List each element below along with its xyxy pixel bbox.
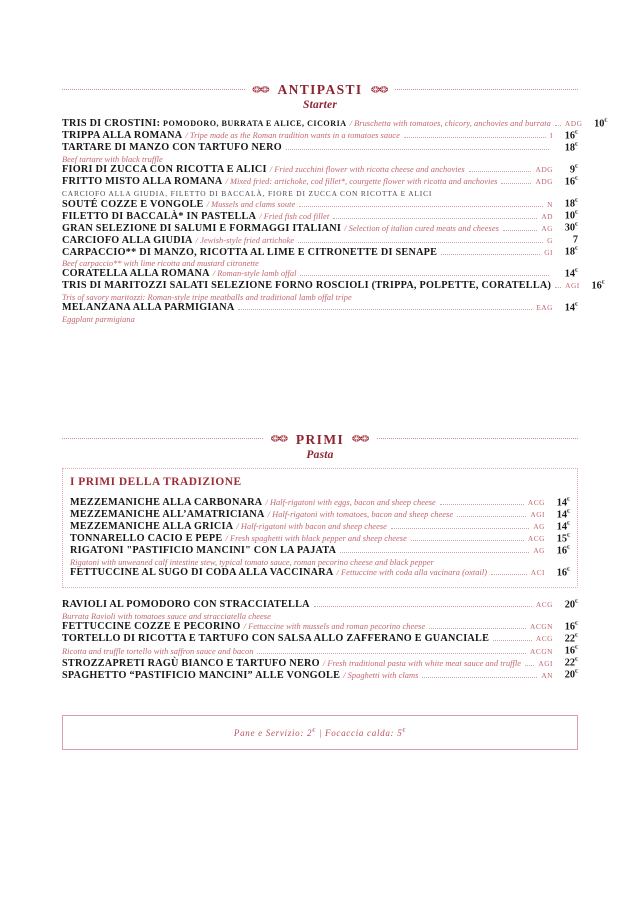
allergen-codes: AG [533,522,545,532]
allergen-codes: I [550,131,553,141]
dish-price: 14€ [556,520,570,533]
dish-price: 14€ [556,496,570,509]
dish-description: / Jewish-style fried artichoke [195,235,295,245]
header-rule-left [62,89,245,90]
dish-subtitle: Tris of savory maritozzi: Roman-style tripe meatballs and traditional lamb offal tripe [62,292,352,302]
dish-name: CARCIOFO ALLA GIUDIA [62,234,193,246]
dish-name: TARTARE DI MANZO CON TARTUFO NERO [62,142,282,154]
menu-item-row [62,130,578,142]
allergen-codes: AGI [565,281,580,291]
dish-price: 16€ [564,620,578,632]
dish-name: FIORI DI ZUCCA CON RICOTTA E ALICI [62,164,267,176]
dish-name-smallcaps: POMODORO, BURRATA E ALICE, CICORIA [163,119,347,129]
footer-note-text: Pane e Servizio: 2€ | Focaccia calda: 5€ [233,728,407,739]
dish-name: STROZZAPRETI RAGÙ BIANCO E TARTUFO NERO [62,657,320,669]
menu-item [62,246,578,268]
dish-subtitle: Rigatoni with unweaned calf intestine stew, typical tomato sauce, roman pecorino cheese and black pepper [70,557,434,567]
menu-item [62,669,578,681]
ornament-wheat-icon: ❂❂ [353,435,370,445]
dish-name: SPAGHETTO “PASTIFICIO MANCINI” ALLE VONGOLE [62,669,341,681]
dish-price: 16€ [591,279,605,292]
dish-price: 20€ [564,669,578,681]
dish-name: MEZZEMANICHE ALL’AMATRICIANA [70,509,265,521]
dish-name: TONNARELLO CACIO E PEPE [70,533,223,545]
allergen-codes: ACG [527,498,545,508]
allergen-codes: ACG [527,534,545,544]
menu-item-row [62,198,578,210]
dish-description: / Fettuccine with coda alla vacinara (oxtail) [336,568,488,578]
dish-name: CORATELLA ALLA ROMANA [62,268,210,280]
dish-name: CARPACCIO** DI MANZO, RICOTTA AL LIME E CITRONETTE DI SENAPE [62,246,438,258]
dish-price: 9€ [569,163,578,176]
dish-description: / Half-rigatoni with bacon and sheep cheese [236,522,387,532]
menu-item-row [62,302,578,314]
menu-item-row [62,142,578,154]
dish-subtitle: Beef carpaccio** with lime ricotta and mustard citronette [62,259,259,269]
dish-subtitle: Beef tartare with black truffle [62,154,163,164]
dish-subtitle: Ricotta and truffle tortello with saffron sauce and bacon [62,646,254,656]
menu-item-row [62,164,578,176]
dish-description: / Tripe made as the Roman tradition wants in a tomatoes sauce [185,131,400,141]
menu-item-row [62,633,578,645]
menu-item-row [62,657,578,669]
allergen-codes: ACGN [530,646,553,656]
primi-group-title: I PRIMI DELLA TRADIZIONE [70,475,242,488]
dish-name: RAVIOLI AL POMODORO CON STRACCIATELLA [62,599,310,611]
dish-name: MEZZEMANICHE ALLA GRICIA [70,521,234,533]
allergen-codes: AGI [530,510,545,520]
leader-dots [555,287,561,288]
antipasti-section [62,0,608,324]
allergen-codes: G [547,235,553,245]
menu-item-row [62,118,608,130]
dish-price: 16€ [564,129,578,142]
leader-dots [441,254,540,255]
menu-item [70,521,570,533]
dish-description: / Roman-style lamb offal [212,269,297,279]
menu-item [62,621,578,633]
allergen-codes: GI [544,247,553,257]
header-rule-left [62,438,263,439]
primi-title: PRIMI [295,431,345,447]
allergen-codes: N [547,199,553,209]
antipasti-subtitle: Starter [303,99,337,111]
antipasti-section-header [62,82,578,98]
allergen-codes: ACI [530,568,545,578]
leader-dots [300,275,549,276]
dish-price: 18€ [564,141,578,154]
allergen-codes: ADG [535,177,553,187]
leader-dots [493,640,532,641]
menu-item [62,222,578,234]
dish-components: CARCIOFO ALLA GIUDIA, FILETTO DI BACCALÀ, FIORE DI ZUCCA CON RICOTTA E ALICI [62,189,433,199]
leader-dots [555,125,561,126]
dish-description: / Mussels and clams soute [206,199,296,209]
primi-tradizione-box [62,468,578,588]
dish-description: / Fresh traditional pasta with white meat sauce and truffle [322,658,522,668]
menu-item-row [62,268,578,280]
dish-price: 22€ [564,657,578,669]
dish-name: TORTELLO DI RICOTTA E TARTUFO CON SALSA ALLO ZAFFERANO E GUANCIALE [62,632,490,644]
menu-item [70,545,570,567]
leader-dots [299,206,543,207]
leader-dots [457,516,526,517]
menu-item-row [62,234,578,246]
dish-price: 14€ [564,301,578,314]
leader-dots [298,242,543,243]
menu-item-row [62,621,578,633]
dish-price: 30€ [564,222,578,234]
allergen-codes: ADG [564,119,583,129]
allergen-codes: AG [533,546,545,556]
menu-item-row [70,509,570,521]
leader-dots [286,149,549,150]
menu-item-row [70,533,570,545]
menu-item [62,599,578,621]
leader-dots [525,665,534,666]
dish-description: / Half-rigatoni with eggs, bacon and sheep cheese [265,498,436,508]
menu-item-row [70,545,570,557]
menu-item [70,509,570,521]
menu-item-row [70,521,570,533]
dish-price: 14€ [564,268,578,280]
dish-name: FILETTO DI BACCALÀ* IN PASTELLA [62,210,257,222]
allergen-codes: AGI [538,658,553,668]
menu-item-row [62,599,578,611]
dish-description: / Fried zucchini flower with ricotta cheese and anchovies [269,165,465,175]
dish-price: 16€ [556,566,570,579]
allergen-codes: ACG [535,600,553,610]
menu-item-row [62,279,605,292]
menu-item-row [62,222,578,234]
dish-price: 18€ [564,246,578,258]
dish-subtitle: Eggplant parmigiana [62,314,135,324]
primi-grouped-items [70,497,570,579]
menu-item-row [62,246,578,258]
dish-price: 15€ [556,532,570,545]
menu-item [70,533,570,545]
dish-price: 7 [572,234,578,246]
primi-section [62,432,578,750]
dish-name: SOUTÉ COZZE E VONGOLE [62,198,204,210]
allergen-codes: AG [541,223,553,233]
allergen-codes: ADG [535,165,553,175]
menu-item [70,497,570,509]
leader-dots [404,137,546,138]
dish-price: 10€ [564,210,578,222]
leader-dots [411,540,524,541]
allergen-codes: ACG [535,633,553,643]
dish-name: FETTUCCINE AL SUGO DI CODA ALLA VACCINARA [70,567,334,579]
menu-item [62,210,578,222]
antipasti-items [62,118,608,324]
leader-dots [491,574,527,575]
leader-dots [469,171,532,172]
dish-name: TRIS DI MARITOZZI SALATI SELEZIONE FORNO ROSCIOLI (TRIPPA, POLPETTE, CORATELLA) [62,280,552,292]
leader-dots [238,309,532,310]
header-rule-right [395,89,578,90]
dish-description: / Fried fish cod fillet [259,211,330,221]
menu-item-row [62,176,578,188]
dish-description: / Half-rigatoni with tomatoes, bacon and sheep cheese [267,510,454,520]
dish-name: TRIPPA ALLA ROMANA [62,130,183,142]
menu-item [62,633,578,658]
footer-note-box [62,715,578,750]
primi-items [62,599,578,682]
section-spacer [62,324,578,432]
ornament-wheat-icon: ❂❂ [371,85,388,95]
leader-dots [257,653,526,654]
dish-name: TRIS DI CROSTINI: POMODORO, BURRATA E ALICE, CICORIA [62,118,347,130]
leader-dots [429,628,526,629]
dish-name: MEZZEMANICHE ALLA CARBONARA [70,497,263,509]
dish-price: 16€ [564,175,578,188]
dish-description: / Spaghetti with clams [343,670,419,680]
dish-description: / Selection of italian cured meats and cheeses [344,223,499,233]
dish-description: / Fresh spaghetti with black pepper and sheep cheese [225,534,407,544]
antipasti-title: ANTIPASTI [277,82,363,97]
leader-dots [422,677,537,678]
dish-name: FRITTO MISTO ALLA ROMANA [62,176,223,188]
leader-dots [314,606,532,607]
dish-description: / Fettuccine with mussels and roman pecorino cheese [243,621,426,631]
dish-price: 16€ [556,544,570,557]
menu-item-row [62,210,578,222]
menu-item [62,130,578,142]
header-rule-right [377,438,578,439]
menu-item [62,198,578,210]
dish-name: RIGATONI "PASTIFICIO MANCINI" CON LA PAJATA [70,545,337,557]
dish-name: GRAN SELEZIONE DI SALUMI E FORMAGGI ITALIANI [62,222,342,234]
leader-dots [333,218,537,219]
menu-item-row [70,497,570,509]
dish-description: / Mixed fried: artichoke, cod fillet*, courgette flower with ricotta and anchovies [225,177,498,187]
menu-item [62,234,578,246]
menu-item-row [70,567,570,579]
menu-item [62,657,578,669]
ornament-wheat-icon: ❂❂ [270,435,287,445]
dish-description: / Bruschetta with tomatoes, chicory, anchovies and burrata [349,119,551,129]
leader-dots [391,528,529,529]
ornament-wheat-icon: ❂❂ [252,85,269,95]
dish-price: 18€ [564,198,578,210]
menu-item [62,302,578,324]
allergen-codes: EAG [536,303,553,313]
primi-subtitle: Pasta [306,448,334,461]
leader-dots [501,183,531,184]
dish-subtitle: Burrata Ravioli with tomatoes sauce and stracciatella cheese [62,611,271,621]
menu-item [62,279,605,302]
menu-item [62,142,578,164]
dish-price: 16€ [564,645,578,657]
dish-name: MELANZANA ALLA PARMIGIANA [62,302,235,314]
dish-subtitle-row [62,645,578,657]
leader-dots [503,230,537,231]
menu-item [62,176,578,198]
menu-item [70,567,570,579]
menu-item [62,164,578,176]
menu-item [62,118,608,130]
dish-name: FETTUCCINE COZZE E PECORINO [62,620,241,632]
dish-price: 14€ [556,508,570,521]
allergen-codes: ACGN [530,621,553,631]
dish-price: 22€ [564,632,578,644]
leader-dots [440,504,524,505]
menu-item-row [62,669,578,681]
primi-section-header [62,432,578,448]
dish-price: 20€ [564,598,578,611]
menu-item [62,268,578,280]
allergen-codes: AN [541,670,553,680]
dish-price: 10€ [594,118,608,130]
allergen-codes: AD [541,211,553,221]
leader-dots [340,552,529,553]
